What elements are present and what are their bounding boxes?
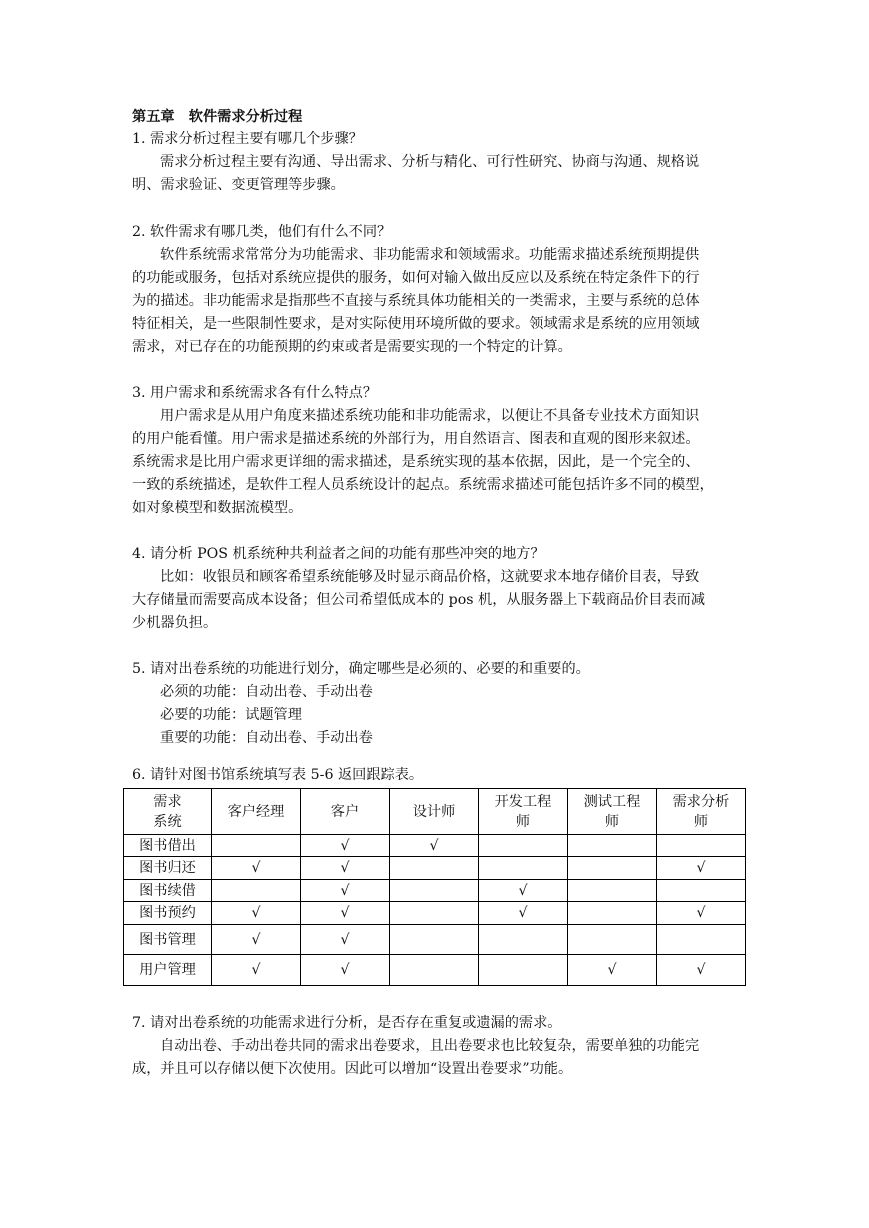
answer-3-line: 系统需求是比用户需求更详细的需求描述，是系统实现的基本依据，因此，是一个完全的、 xyxy=(132,454,700,470)
table-cell: √ xyxy=(479,880,568,902)
table-cell: √ xyxy=(390,835,479,857)
answer-3-line: 一致的系统描述，是软件工程人员系统设计的起点。系统需求描述可能包括许多不同的模型， xyxy=(132,477,714,493)
answer-3-line: 的用户能看懂。用户需求是描述系统的外部行为，用自然语言、图表和直观的图形来叙述。 xyxy=(132,431,700,447)
corner-label: 需求 xyxy=(153,793,182,810)
answer-1-line: 明、需求验证、变更管理等步骤。 xyxy=(132,177,345,193)
table-cell xyxy=(479,955,568,986)
table-cell: √ xyxy=(301,955,390,986)
question-6: 6. 请针对图书馆系统填写表 5-6 返回跟踪表。 xyxy=(132,767,424,783)
table-cell: √ xyxy=(301,880,390,902)
answer-2-line: 的功能或服务，包括对系统应提供的服务，如何对输入做出反应以及系统在特定条件下的行 xyxy=(132,270,700,286)
column-header xyxy=(657,789,746,835)
table-cell: √ xyxy=(212,902,301,925)
table-cell xyxy=(568,880,657,902)
table-cell: √ xyxy=(657,857,746,880)
table-row xyxy=(124,835,746,857)
chapter-title: 第五章 软件需求分析过程 xyxy=(132,109,303,125)
table-cell xyxy=(568,857,657,880)
answer-4-line: 少机器负担。 xyxy=(132,615,218,631)
column-header xyxy=(301,789,390,835)
table-cell: √ xyxy=(657,955,746,986)
question-5: 5. 请对出卷系统的功能进行划分，确定哪些是必须的、必要的和重要的。 xyxy=(132,661,590,677)
table-cell: √ xyxy=(301,925,390,955)
question-4: 4. 请分析 POS 机系统种共利益者之间的功能有那些冲突的地方？ xyxy=(132,546,545,562)
table-row xyxy=(124,902,746,925)
answer-4-line: 比如：收银员和顾客希望系统能够及时显示商品价格，这就要求本地存储价目表，导致 xyxy=(160,569,700,585)
column-header-label: 开发工程 xyxy=(494,793,552,810)
table-cell xyxy=(390,955,479,986)
table-cell xyxy=(568,925,657,955)
table-cell: √ xyxy=(479,902,568,925)
table-cell: √ xyxy=(301,902,390,925)
answer-1-line: 需求分析过程主要有沟通、导出需求、分析与精化、可行性研究、协商与沟通、规格说 xyxy=(160,154,700,170)
table-cell xyxy=(212,880,301,902)
table-cell xyxy=(390,925,479,955)
table-header-row xyxy=(124,789,746,835)
corner-label: 系统 xyxy=(153,813,182,830)
table-corner-cell xyxy=(124,789,212,835)
table-cell xyxy=(479,835,568,857)
column-header-label: 需求分析 xyxy=(672,793,730,810)
column-header xyxy=(479,789,568,835)
column-header-label: 师 xyxy=(604,813,620,830)
table-row xyxy=(124,880,746,902)
table-cell xyxy=(568,835,657,857)
table-cell xyxy=(390,857,479,880)
table-cell: √ xyxy=(212,955,301,986)
table-cell xyxy=(479,857,568,880)
row-label: 图书续借 xyxy=(124,880,212,902)
table-cell xyxy=(390,902,479,925)
row-label: 图书归还 xyxy=(124,857,212,880)
traceability-table xyxy=(123,788,746,986)
table-cell xyxy=(479,925,568,955)
question-7: 7. 请对出卷系统的功能需求进行分析，是否存在重复或遗漏的需求。 xyxy=(132,1015,562,1031)
answer-5-line: 重要的功能：自动出卷、手动出卷 xyxy=(160,730,373,746)
column-header-label: 师 xyxy=(515,813,531,830)
column-header-label: 设计师 xyxy=(412,803,456,820)
table-cell: √ xyxy=(212,857,301,880)
table-cell: √ xyxy=(301,857,390,880)
answer-5-line: 必须的功能：自动出卷、手动出卷 xyxy=(160,684,373,700)
answer-4-line: 大存储量而需要高成本设备；但公司希望低成本的 pos 机，从服务器上下载商品价目表而减 xyxy=(132,592,706,608)
row-label: 图书借出 xyxy=(124,835,212,857)
column-header xyxy=(390,789,479,835)
question-2: 2. 软件需求有哪几类，他们有什么不同？ xyxy=(132,224,392,240)
table-cell xyxy=(657,835,746,857)
answer-2-line: 软件系统需求常常分为功能需求、非功能需求和领域需求。功能需求描述系统预期提供 xyxy=(160,247,700,263)
column-header-label: 客户经理 xyxy=(227,803,285,820)
table-cell: √ xyxy=(212,925,301,955)
answer-3-line: 如对象模型和数据流模型。 xyxy=(132,500,303,516)
column-header-label: 客户 xyxy=(330,803,360,820)
answer-5-line: 必要的功能：试题管理 xyxy=(160,707,302,723)
table-cell xyxy=(390,880,479,902)
table-row xyxy=(124,925,746,955)
question-1: 1. 需求分析过程主要有哪几个步骤？ xyxy=(132,131,363,147)
answer-7-line: 成，并且可以存储以便下次使用。因此可以增加“设置出卷要求”功能。 xyxy=(132,1061,573,1077)
table-row xyxy=(124,955,746,986)
table-cell xyxy=(657,880,746,902)
row-label: 用户管理 xyxy=(124,955,212,986)
row-label: 图书管理 xyxy=(124,925,212,955)
column-header xyxy=(568,789,657,835)
table-cell xyxy=(212,835,301,857)
table-cell: √ xyxy=(657,902,746,925)
row-label: 图书预约 xyxy=(124,902,212,925)
table-cell xyxy=(657,925,746,955)
table-cell: √ xyxy=(301,835,390,857)
table-cell: √ xyxy=(568,955,657,986)
table-cell xyxy=(568,902,657,925)
question-3: 3. 用户需求和系统需求各有什么特点？ xyxy=(132,385,378,401)
answer-2-line: 为的描述。非功能需求是指那些不直接与系统具体功能相关的一类需求，主要与系统的总体 xyxy=(132,293,700,309)
column-header xyxy=(212,789,301,835)
table-row xyxy=(124,857,746,880)
answer-2-line: 需求，对已存在的功能预期的约束或者是需要实现的一个特定的计算。 xyxy=(132,339,572,355)
answer-3-line: 用户需求是从用户角度来描述系统功能和非功能需求，以便让不具备专业技术方面知识 xyxy=(160,408,700,424)
column-header-label: 师 xyxy=(693,813,709,830)
answer-7-line: 自动出卷、手动出卷共同的需求出卷要求，且出卷要求也比较复杂，需要单独的功能完 xyxy=(160,1038,700,1054)
answer-2-line: 特征相关，是一些限制性要求，是对实际使用环境所做的要求。领域需求是系统的应用领域 xyxy=(132,316,700,332)
column-header-label: 测试工程 xyxy=(583,793,641,810)
